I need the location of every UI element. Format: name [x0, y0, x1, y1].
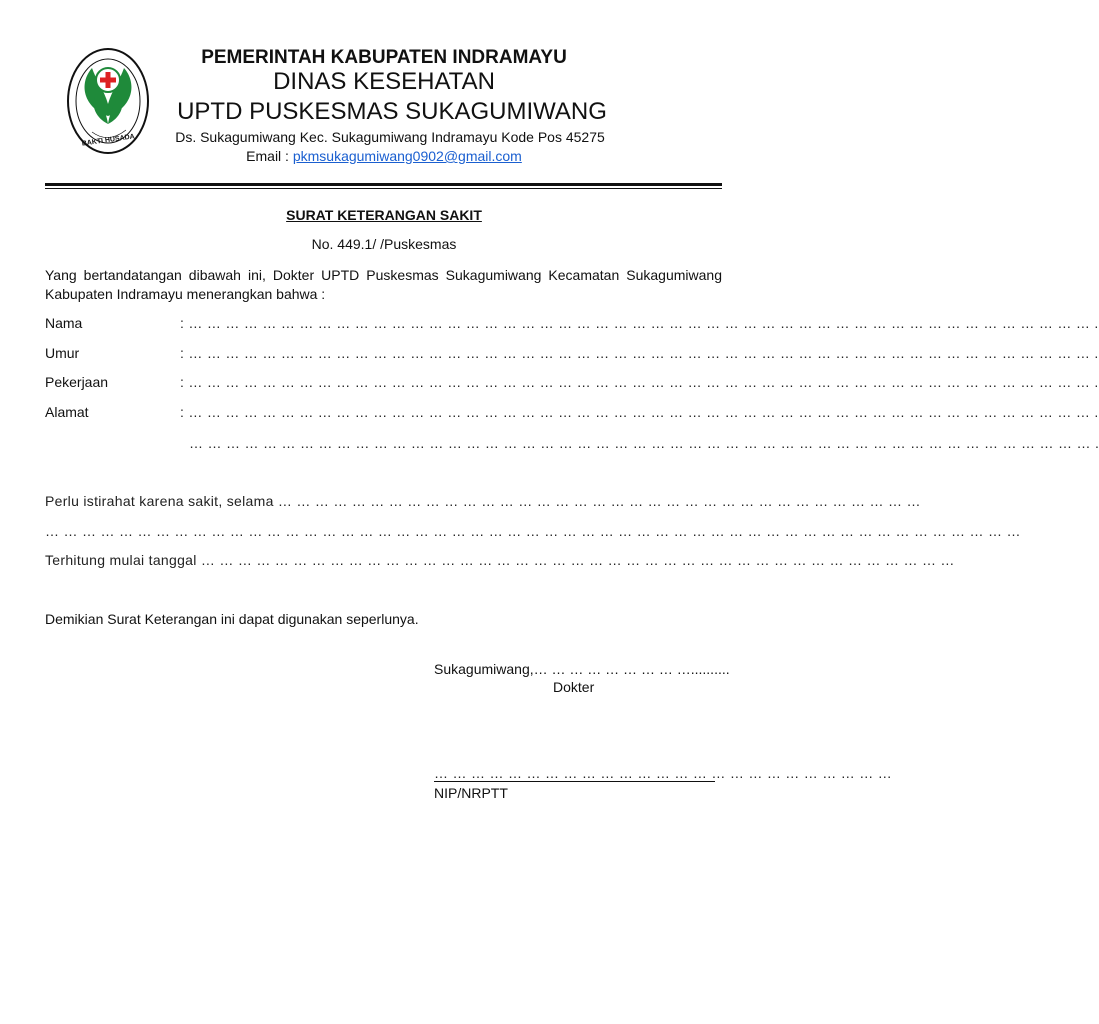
email-row — [0, 148, 768, 164]
label-umur: Umur — [45, 345, 80, 361]
field-umur: : … … … … … … … … … … … … … … … … … … … … … … … … … … … … … … … … … … … … … … … … … … … … … … … … … . — [180, 345, 1099, 361]
closing-statement: Demikian Surat Keterangan ini dapat digunakan seperlunya. — [45, 611, 419, 627]
field-alamat: : … … … … … … … … … … … … … … … … … … … … … … … … … … … … … … … … … … … … … … … … … … … … … … … … … . — [180, 404, 1099, 420]
letter-title: SURAT KETERANGAN SAKIT — [286, 207, 482, 223]
unit-heading: UPTD PUSKESMAS SUKAGUMIWANG — [177, 98, 607, 125]
label-pekerjaan: Pekerjaan — [45, 374, 109, 390]
field-pekerjaan: : … … … … … … … … … … … … … … … … … … … … … … … … … … … … … … … … … … … … … … … … … … … … … … … … … . — [180, 374, 1099, 390]
dept-heading: DINAS KESEHATAN — [273, 68, 495, 95]
intro-paragraph: Yang bertandatangan dibawah ini, Dokter UPTD Puskesmas Sukagumiwang Kecamatan Sukagumiwang Kabupaten Indramayu menerangkan bahwa : — [45, 267, 722, 302]
start-date-line: Terhitung mulai tanggal … … … … … … … … … … … … … … … … … … … … … … … … … … … … … … … … … … … … … … … … … — [45, 552, 955, 568]
field-nama: : … … … … … … … … … … … … … … … … … … … … … … … … … … … … … … … … … … … … … … … … … … … … … … … … … . — [180, 315, 1099, 331]
email-label: Email : — [246, 148, 293, 164]
nip-label: NIP/NRPTT — [434, 785, 508, 801]
signature-dots: … … … … … … … … … … … … … … … … … … … … … … … … … — [434, 765, 893, 781]
field-alamat-continued: … … … … … … … … … … … … … … … … … … … … … … … … … … … … … … … … … … … … … … … … … … … … … … … … … . — [189, 435, 1099, 451]
gov-heading: PEMERINTAH KABUPATEN INDRAMAYU — [201, 47, 567, 68]
address: Ds. Sukagumiwang Kec. Sukagumiwang Indramayu Kode Pos 45275 — [175, 129, 605, 145]
email-link[interactable]: pkmsukagumiwang0902@gmail.com — [292, 148, 522, 164]
header-rule-thin — [45, 188, 722, 189]
label-alamat: Alamat — [45, 404, 89, 420]
signature-line — [434, 781, 715, 782]
rest-period-continued: … … … … … … … … … … … … … … … … … … … … … … … … … … … … … … … … … … … … … … … … … … … … … … … … … … … … … — [45, 523, 1021, 539]
signer-role: Dokter — [553, 679, 595, 695]
place-date: Sukagumiwang,… … … … … … … … ….......... — [434, 661, 730, 677]
svg-text:BAKTI HUSADA: BAKTI HUSADA — [81, 133, 136, 148]
rest-period-line: Perlu istirahat karena sakit, selama … … … … … … … … … … … … … … … … … … … … … … … … … … … … … … … … … … … — [45, 493, 921, 509]
header-rule-thick — [45, 183, 722, 186]
label-nama: Nama — [45, 315, 83, 331]
letter-number: No. 449.1/ /Puskesmas — [311, 236, 457, 252]
